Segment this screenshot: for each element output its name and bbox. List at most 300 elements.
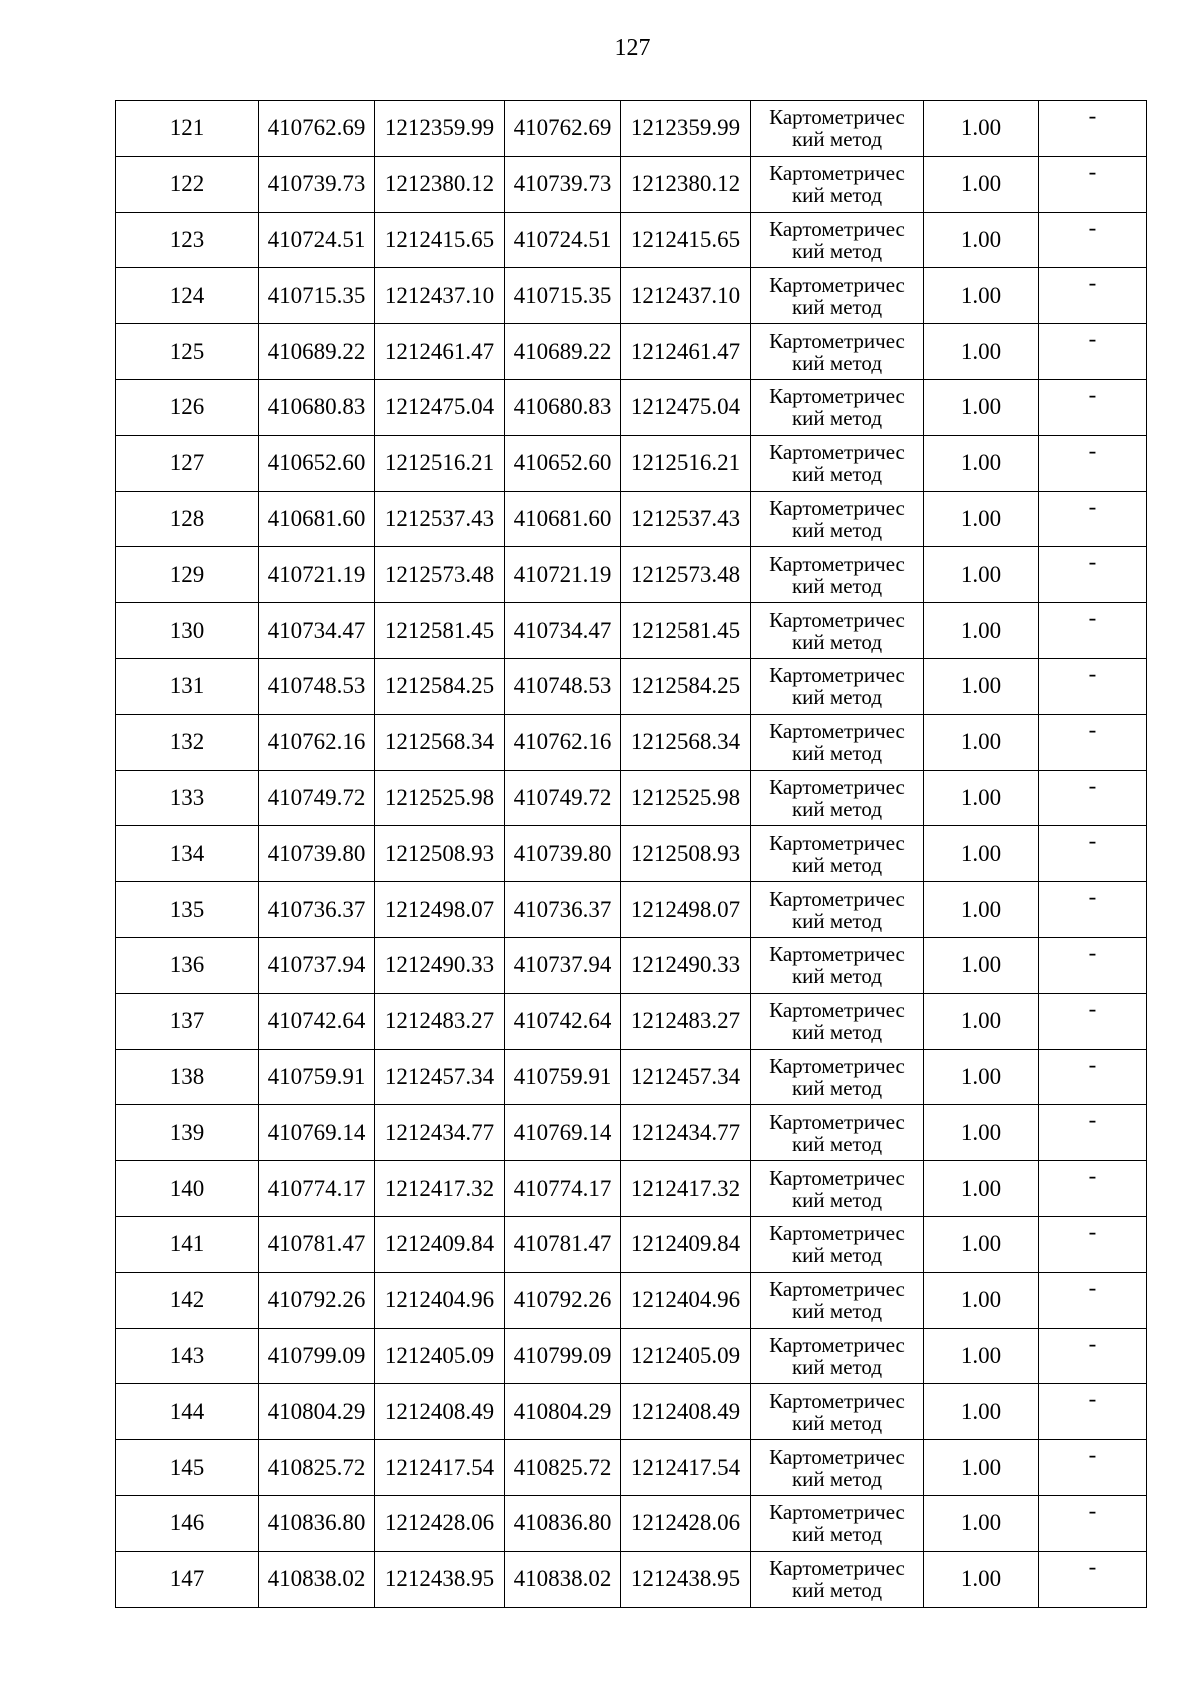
method-line-1: Картометричес: [769, 1444, 905, 1469]
method-line-2: кий метод: [791, 573, 883, 598]
method-cell: [751, 491, 924, 547]
method-line-2: кий метод: [791, 908, 883, 933]
note-cell: -: [1039, 379, 1147, 435]
table-row: [116, 1495, 1147, 1551]
point-number-cell: 129: [116, 547, 259, 603]
existing-y-cell: 1212461.47: [375, 324, 505, 380]
table-row: [116, 658, 1147, 714]
table-row: [116, 101, 1147, 157]
point-number-cell: 140: [116, 1161, 259, 1217]
new-y-cell: 1212405.09: [621, 1328, 751, 1384]
method-line-2: кий метод: [791, 1522, 883, 1547]
note-cell: -: [1039, 212, 1147, 268]
method-line-2: кий метод: [791, 1243, 883, 1268]
new-x-cell: 410836.80: [505, 1495, 621, 1551]
new-y-cell: 1212508.93: [621, 826, 751, 882]
new-y-cell: 1212380.12: [621, 156, 751, 212]
existing-x-cell: 410749.72: [259, 770, 375, 826]
existing-y-cell: 1212537.43: [375, 491, 505, 547]
new-x-cell: 410774.17: [505, 1161, 621, 1217]
method-line-1: Картометричес: [769, 105, 905, 130]
point-number-cell: 130: [116, 603, 259, 659]
existing-x-cell: 410781.47: [259, 1216, 375, 1272]
existing-y-cell: 1212584.25: [375, 658, 505, 714]
point-number-cell: 146: [116, 1495, 259, 1551]
point-number-cell: 124: [116, 268, 259, 324]
new-y-cell: 1212525.98: [621, 770, 751, 826]
new-x-cell: 410748.53: [505, 658, 621, 714]
accuracy-cell: 1.00: [924, 435, 1039, 491]
existing-x-cell: 410652.60: [259, 435, 375, 491]
point-number-cell: 136: [116, 937, 259, 993]
method-cell: [751, 826, 924, 882]
method-line-1: Картометричес: [769, 328, 905, 353]
existing-y-cell: 1212404.96: [375, 1272, 505, 1328]
point-number-cell: 127: [116, 435, 259, 491]
method-line-1: Картометричес: [769, 663, 905, 688]
new-x-cell: 410749.72: [505, 770, 621, 826]
note-cell: -: [1039, 1384, 1147, 1440]
method-line-1: Картометричес: [769, 774, 905, 799]
method-line-2: кий метод: [791, 183, 883, 208]
accuracy-cell: 1.00: [924, 1440, 1039, 1496]
existing-x-cell: 410804.29: [259, 1384, 375, 1440]
table-row: [116, 770, 1147, 826]
new-x-cell: 410769.14: [505, 1105, 621, 1161]
note-cell: -: [1039, 1161, 1147, 1217]
note-cell: -: [1039, 770, 1147, 826]
existing-x-cell: 410721.19: [259, 547, 375, 603]
existing-y-cell: 1212415.65: [375, 212, 505, 268]
accuracy-cell: 1.00: [924, 268, 1039, 324]
method-line-1: Картометричес: [769, 1109, 905, 1134]
new-x-cell: 410825.72: [505, 1440, 621, 1496]
table-row: [116, 882, 1147, 938]
table-row: [116, 268, 1147, 324]
new-y-cell: 1212516.21: [621, 435, 751, 491]
accuracy-cell: 1.00: [924, 156, 1039, 212]
note-cell: -: [1039, 658, 1147, 714]
method-cell: [751, 435, 924, 491]
coordinates-table-body: [116, 101, 1147, 1608]
method-line-1: Картометричес: [769, 495, 905, 520]
point-number-cell: 144: [116, 1384, 259, 1440]
point-number-cell: 147: [116, 1551, 259, 1607]
existing-x-cell: 410715.35: [259, 268, 375, 324]
new-y-cell: 1212409.84: [621, 1216, 751, 1272]
accuracy-cell: 1.00: [924, 937, 1039, 993]
existing-y-cell: 1212408.49: [375, 1384, 505, 1440]
method-cell: [751, 1440, 924, 1496]
new-y-cell: 1212581.45: [621, 603, 751, 659]
method-cell: [751, 1328, 924, 1384]
method-line-2: кий метод: [791, 852, 883, 877]
existing-x-cell: 410748.53: [259, 658, 375, 714]
note-cell: -: [1039, 268, 1147, 324]
method-cell: [751, 1384, 924, 1440]
method-line-1: Картометричес: [769, 1277, 905, 1302]
existing-x-cell: 410825.72: [259, 1440, 375, 1496]
method-line-2: кий метод: [791, 350, 883, 375]
new-x-cell: 410681.60: [505, 491, 621, 547]
table-row: [116, 324, 1147, 380]
accuracy-cell: 1.00: [924, 714, 1039, 770]
table-row: [116, 491, 1147, 547]
new-y-cell: 1212438.95: [621, 1551, 751, 1607]
new-y-cell: 1212490.33: [621, 937, 751, 993]
note-cell: -: [1039, 1049, 1147, 1105]
existing-y-cell: 1212508.93: [375, 826, 505, 882]
table-row: [116, 1049, 1147, 1105]
new-y-cell: 1212498.07: [621, 882, 751, 938]
method-cell: [751, 324, 924, 380]
existing-y-cell: 1212417.54: [375, 1440, 505, 1496]
method-cell: [751, 1272, 924, 1328]
method-cell: [751, 1161, 924, 1217]
existing-y-cell: 1212457.34: [375, 1049, 505, 1105]
existing-x-cell: 410681.60: [259, 491, 375, 547]
coordinates-table: [115, 100, 1147, 1608]
method-line-1: Картометричес: [769, 886, 905, 911]
method-line-2: кий метод: [791, 1020, 883, 1045]
accuracy-cell: 1.00: [924, 1105, 1039, 1161]
new-y-cell: 1212428.06: [621, 1495, 751, 1551]
new-x-cell: 410799.09: [505, 1328, 621, 1384]
existing-y-cell: 1212573.48: [375, 547, 505, 603]
new-y-cell: 1212415.65: [621, 212, 751, 268]
point-number-cell: 138: [116, 1049, 259, 1105]
new-y-cell: 1212359.99: [621, 101, 751, 157]
method-cell: [751, 770, 924, 826]
new-y-cell: 1212417.32: [621, 1161, 751, 1217]
new-x-cell: 410739.73: [505, 156, 621, 212]
existing-y-cell: 1212409.84: [375, 1216, 505, 1272]
page-number: 127: [614, 35, 651, 61]
method-cell: [751, 937, 924, 993]
new-x-cell: 410721.19: [505, 547, 621, 603]
accuracy-cell: 1.00: [924, 770, 1039, 826]
method-cell: [751, 658, 924, 714]
table-row: [116, 603, 1147, 659]
point-number-cell: 142: [116, 1272, 259, 1328]
method-line-1: Картометричес: [769, 1221, 905, 1246]
existing-x-cell: 410838.02: [259, 1551, 375, 1607]
method-line-1: Картометричес: [769, 1053, 905, 1078]
accuracy-cell: 1.00: [924, 658, 1039, 714]
new-x-cell: 410680.83: [505, 379, 621, 435]
accuracy-cell: 1.00: [924, 1328, 1039, 1384]
table-row: [116, 1551, 1147, 1607]
accuracy-cell: 1.00: [924, 212, 1039, 268]
accuracy-cell: 1.00: [924, 379, 1039, 435]
note-cell: -: [1039, 1551, 1147, 1607]
new-x-cell: 410762.16: [505, 714, 621, 770]
method-line-2: кий метод: [791, 796, 883, 821]
existing-x-cell: 410724.51: [259, 212, 375, 268]
existing-x-cell: 410739.80: [259, 826, 375, 882]
method-line-1: Картометричес: [769, 440, 905, 465]
new-y-cell: 1212573.48: [621, 547, 751, 603]
note-cell: -: [1039, 491, 1147, 547]
existing-x-cell: 410737.94: [259, 937, 375, 993]
accuracy-cell: 1.00: [924, 491, 1039, 547]
accuracy-cell: 1.00: [924, 1161, 1039, 1217]
new-y-cell: 1212461.47: [621, 324, 751, 380]
method-line-2: кий метод: [791, 741, 883, 766]
table-row: [116, 1272, 1147, 1328]
new-x-cell: 410759.91: [505, 1049, 621, 1105]
method-cell: [751, 101, 924, 157]
new-x-cell: 410652.60: [505, 435, 621, 491]
accuracy-cell: 1.00: [924, 1384, 1039, 1440]
method-line-2: кий метод: [791, 1299, 883, 1324]
note-cell: -: [1039, 937, 1147, 993]
method-line-2: кий метод: [791, 462, 883, 487]
existing-x-cell: 410759.91: [259, 1049, 375, 1105]
new-x-cell: 410724.51: [505, 212, 621, 268]
method-line-2: кий метод: [791, 1131, 883, 1156]
existing-y-cell: 1212380.12: [375, 156, 505, 212]
table-row: [116, 212, 1147, 268]
note-cell: -: [1039, 1272, 1147, 1328]
table-row: [116, 937, 1147, 993]
note-cell: -: [1039, 1495, 1147, 1551]
existing-y-cell: 1212428.06: [375, 1495, 505, 1551]
method-line-1: Картометричес: [769, 830, 905, 855]
existing-x-cell: 410836.80: [259, 1495, 375, 1551]
method-cell: [751, 1105, 924, 1161]
new-y-cell: 1212457.34: [621, 1049, 751, 1105]
point-number-cell: 139: [116, 1105, 259, 1161]
method-cell: [751, 1216, 924, 1272]
existing-x-cell: 410680.83: [259, 379, 375, 435]
method-line-2: кий метод: [791, 406, 883, 431]
new-x-cell: 410781.47: [505, 1216, 621, 1272]
new-y-cell: 1212584.25: [621, 658, 751, 714]
method-cell: [751, 379, 924, 435]
accuracy-cell: 1.00: [924, 603, 1039, 659]
existing-y-cell: 1212475.04: [375, 379, 505, 435]
point-number-cell: 133: [116, 770, 259, 826]
point-number-cell: 134: [116, 826, 259, 882]
table-row: [116, 156, 1147, 212]
method-cell: [751, 547, 924, 603]
method-line-2: кий метод: [791, 238, 883, 263]
point-number-cell: 135: [116, 882, 259, 938]
point-number-cell: 125: [116, 324, 259, 380]
note-cell: -: [1039, 826, 1147, 882]
method-cell: [751, 268, 924, 324]
existing-x-cell: 410762.69: [259, 101, 375, 157]
point-number-cell: 128: [116, 491, 259, 547]
point-number-cell: 143: [116, 1328, 259, 1384]
existing-y-cell: 1212359.99: [375, 101, 505, 157]
note-cell: -: [1039, 435, 1147, 491]
table-row: [116, 826, 1147, 882]
table-row: [116, 1216, 1147, 1272]
point-number-cell: 122: [116, 156, 259, 212]
new-y-cell: 1212475.04: [621, 379, 751, 435]
method-line-1: Картометричес: [769, 719, 905, 744]
existing-y-cell: 1212490.33: [375, 937, 505, 993]
existing-y-cell: 1212525.98: [375, 770, 505, 826]
existing-x-cell: 410792.26: [259, 1272, 375, 1328]
note-cell: -: [1039, 1216, 1147, 1272]
existing-x-cell: 410739.73: [259, 156, 375, 212]
method-cell: [751, 882, 924, 938]
method-line-1: Картометричес: [769, 1388, 905, 1413]
existing-y-cell: 1212516.21: [375, 435, 505, 491]
existing-y-cell: 1212483.27: [375, 993, 505, 1049]
accuracy-cell: 1.00: [924, 547, 1039, 603]
method-line-1: Картометричес: [769, 607, 905, 632]
new-y-cell: 1212408.49: [621, 1384, 751, 1440]
table-row: [116, 1440, 1147, 1496]
new-y-cell: 1212483.27: [621, 993, 751, 1049]
method-line-2: кий метод: [791, 1075, 883, 1100]
accuracy-cell: 1.00: [924, 101, 1039, 157]
point-number-cell: 121: [116, 101, 259, 157]
note-cell: -: [1039, 547, 1147, 603]
new-x-cell: 410742.64: [505, 993, 621, 1049]
new-x-cell: 410715.35: [505, 268, 621, 324]
new-y-cell: 1212404.96: [621, 1272, 751, 1328]
method-line-2: кий метод: [791, 517, 883, 542]
new-y-cell: 1212417.54: [621, 1440, 751, 1496]
existing-x-cell: 410742.64: [259, 993, 375, 1049]
table-row: [116, 435, 1147, 491]
method-cell: [751, 1495, 924, 1551]
method-line-1: Картометричес: [769, 998, 905, 1023]
existing-y-cell: 1212405.09: [375, 1328, 505, 1384]
existing-y-cell: 1212498.07: [375, 882, 505, 938]
accuracy-cell: 1.00: [924, 1495, 1039, 1551]
existing-y-cell: 1212417.32: [375, 1161, 505, 1217]
method-line-2: кий метод: [791, 964, 883, 989]
point-number-cell: 141: [116, 1216, 259, 1272]
method-line-1: Картометричес: [769, 384, 905, 409]
table-row: [116, 1161, 1147, 1217]
new-y-cell: 1212537.43: [621, 491, 751, 547]
new-x-cell: 410739.80: [505, 826, 621, 882]
method-line-1: Картометричес: [769, 161, 905, 186]
new-x-cell: 410838.02: [505, 1551, 621, 1607]
accuracy-cell: 1.00: [924, 324, 1039, 380]
method-line-1: Картометричес: [769, 216, 905, 241]
note-cell: -: [1039, 603, 1147, 659]
point-number-cell: 137: [116, 993, 259, 1049]
method-cell: [751, 212, 924, 268]
new-y-cell: 1212437.10: [621, 268, 751, 324]
accuracy-cell: 1.00: [924, 882, 1039, 938]
note-cell: -: [1039, 1328, 1147, 1384]
point-number-cell: 126: [116, 379, 259, 435]
table-row: [116, 1384, 1147, 1440]
existing-x-cell: 410799.09: [259, 1328, 375, 1384]
note-cell: -: [1039, 1440, 1147, 1496]
table-row: [116, 547, 1147, 603]
accuracy-cell: 1.00: [924, 1049, 1039, 1105]
existing-x-cell: 410734.47: [259, 603, 375, 659]
new-y-cell: 1212434.77: [621, 1105, 751, 1161]
method-line-2: кий метод: [791, 1187, 883, 1212]
new-x-cell: 410762.69: [505, 101, 621, 157]
accuracy-cell: 1.00: [924, 1551, 1039, 1607]
new-x-cell: 410792.26: [505, 1272, 621, 1328]
existing-x-cell: 410736.37: [259, 882, 375, 938]
accuracy-cell: 1.00: [924, 993, 1039, 1049]
note-cell: -: [1039, 101, 1147, 157]
existing-y-cell: 1212568.34: [375, 714, 505, 770]
method-cell: [751, 1551, 924, 1607]
note-cell: -: [1039, 882, 1147, 938]
note-cell: -: [1039, 156, 1147, 212]
new-x-cell: 410734.47: [505, 603, 621, 659]
method-cell: [751, 993, 924, 1049]
point-number-cell: 123: [116, 212, 259, 268]
method-line-1: Картометричес: [769, 1556, 905, 1581]
method-line-2: кий метод: [791, 1354, 883, 1379]
existing-x-cell: 410769.14: [259, 1105, 375, 1161]
point-number-cell: 145: [116, 1440, 259, 1496]
table-row: [116, 379, 1147, 435]
method-line-2: кий метод: [791, 1578, 883, 1603]
method-cell: [751, 1049, 924, 1105]
note-cell: -: [1039, 1105, 1147, 1161]
method-cell: [751, 603, 924, 659]
existing-x-cell: 410689.22: [259, 324, 375, 380]
method-line-1: Картометричес: [769, 942, 905, 967]
existing-y-cell: 1212438.95: [375, 1551, 505, 1607]
note-cell: -: [1039, 324, 1147, 380]
point-number-cell: 131: [116, 658, 259, 714]
new-y-cell: 1212568.34: [621, 714, 751, 770]
existing-y-cell: 1212437.10: [375, 268, 505, 324]
method-line-2: кий метод: [791, 294, 883, 319]
accuracy-cell: 1.00: [924, 1216, 1039, 1272]
table-row: [116, 1105, 1147, 1161]
new-x-cell: 410736.37: [505, 882, 621, 938]
table-row: [116, 714, 1147, 770]
note-cell: -: [1039, 993, 1147, 1049]
method-line-2: кий метод: [791, 1466, 883, 1491]
table-row: [116, 1328, 1147, 1384]
table-row: [116, 993, 1147, 1049]
new-x-cell: 410689.22: [505, 324, 621, 380]
accuracy-cell: 1.00: [924, 826, 1039, 882]
point-number-cell: 132: [116, 714, 259, 770]
accuracy-cell: 1.00: [924, 1272, 1039, 1328]
method-line-2: кий метод: [791, 127, 883, 152]
method-line-1: Картометричес: [769, 272, 905, 297]
method-line-2: кий метод: [791, 1410, 883, 1435]
method-cell: [751, 156, 924, 212]
existing-y-cell: 1212581.45: [375, 603, 505, 659]
method-line-1: Картометричес: [769, 1500, 905, 1525]
new-x-cell: 410737.94: [505, 937, 621, 993]
existing-x-cell: 410762.16: [259, 714, 375, 770]
new-x-cell: 410804.29: [505, 1384, 621, 1440]
existing-y-cell: 1212434.77: [375, 1105, 505, 1161]
method-line-1: Картометричес: [769, 1165, 905, 1190]
method-line-1: Картометричес: [769, 1332, 905, 1357]
method-line-2: кий метод: [791, 629, 883, 654]
existing-x-cell: 410774.17: [259, 1161, 375, 1217]
method-line-2: кий метод: [791, 685, 883, 710]
method-line-1: Картометричес: [769, 551, 905, 576]
method-cell: [751, 714, 924, 770]
note-cell: -: [1039, 714, 1147, 770]
